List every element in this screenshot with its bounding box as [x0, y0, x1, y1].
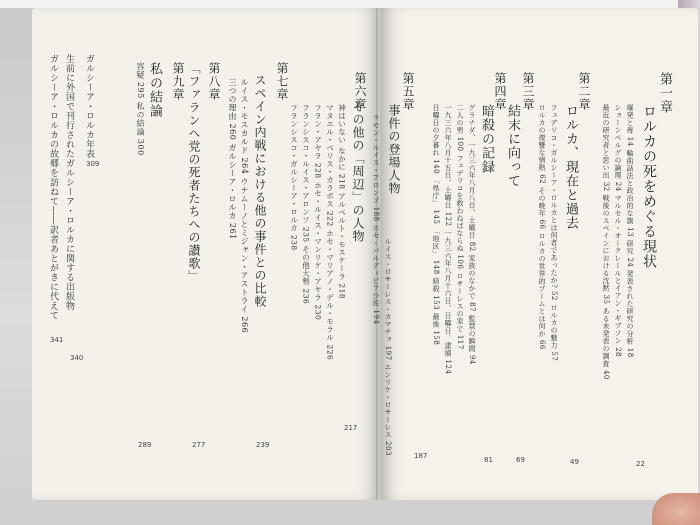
chapter-3-page: 69: [516, 456, 525, 464]
chapter-7-title: スペイン内戦における他の事件との比較: [253, 74, 267, 308]
chapter-1-entry-2: 最近の研究者と思い出 32 戦後のスペインにおける沈黙 35 ある未発表の調査 40: [602, 104, 610, 380]
chapter-1-entry-0: 爆発と毒 14 輪曲話法と政治的な旗 13 研究 24 発表された研究の分析 18: [626, 104, 634, 358]
chapter-7-entries-2: ルイス・モスカルド 264 ウナムーノとミジャン・アストライ 266: [240, 78, 249, 334]
back-entry-afterword-page: 341: [50, 336, 64, 344]
chapter-6-entry-2: フラン・アヤラ 228 ホセ・ルイス・マンリケ・アヤラ 230: [313, 104, 323, 321]
chapter-3-label: 第三章: [521, 72, 535, 111]
chapter-4-label: 第四章: [493, 72, 507, 111]
chapter-7-label: 第七章: [275, 62, 289, 101]
chapter-2-title: ロルカ、現在と過去: [563, 104, 578, 230]
chapter-3-title: 結末に向って: [505, 104, 520, 188]
chapter-6-title: その他の「周辺」の人物: [351, 100, 365, 243]
left-page: [32, 8, 380, 500]
chapter-7-entries: 三つの理由 260 ガルシーア・ロルカ 261: [228, 78, 237, 240]
chapter-5-title: 事件の登場人物: [387, 104, 401, 195]
chapter-6-label: 第六章: [353, 72, 367, 111]
chapter-5-page: 187: [414, 452, 428, 460]
back-entry-chronology: ガルシーア・ロルカ年表: [84, 54, 94, 159]
chapter-4-entry-1: 二人の男 100 フェデリコを救わねばならぬ 106 ロサーレスの家で 117: [456, 104, 464, 350]
chapter-5-label: 第五章: [401, 72, 415, 111]
chapter-8-label: 第八章: [207, 62, 221, 101]
chapter-4-page: 81: [484, 456, 493, 464]
chapter-4-entry-0: グラナダ、一九三六年八月八日、土曜日 82 家族のなかで 87 監禁の瞬間 94: [468, 104, 476, 365]
finger: [652, 493, 700, 525]
open-book: [18, 4, 684, 509]
chapter-6-entry-1: マヌエル・ベリス・カラボス 222 ホセ・マリアノ・デル・モラル 226: [325, 104, 335, 361]
chapter-9-label: 第九章: [171, 62, 185, 101]
chapter-9-entries: 容疑 295 私の結論 300: [136, 62, 145, 156]
back-entry-afterword: ガルシーア・ロルカの故郷を訪ねて――訳者あとがきに代えて: [48, 54, 58, 320]
chapter-8-title: 「ファランヘ党の死者たちへの讃歌」: [187, 62, 201, 283]
chapter-4-title: 暗殺の記録: [479, 104, 494, 174]
chapter-2-page: 49: [570, 458, 579, 466]
chapter-8-page: 277: [192, 441, 206, 449]
chapter-1-page: 22: [636, 460, 645, 468]
back-entry-publications: 生前に外国で刊行されたガルシーア・ロルカに関する出版物: [64, 54, 74, 311]
chapter-7-page: 239: [256, 441, 270, 449]
chapter-2-entry-1: ロルカの復讐な情熱 62 その晩年 66 ロルカの世界的ブームとは何か 66: [538, 104, 546, 350]
chapter-1-title: ロルカの死をめぐる現状: [641, 104, 657, 269]
chapter-9-title: 私の結論: [147, 62, 162, 118]
back-entry-chronology-page: 309: [86, 160, 100, 168]
chapter-5-entry-0: ラモン・ルイス・アロンソ 188 ホセ・バルディビア少佐 194: [372, 114, 380, 325]
chapter-4-entry-2: 一九三六年八月十五日、土曜日 122 一九三六年八月十六日、日曜日、逮捕 124: [444, 104, 452, 375]
chapter-9-page: 289: [138, 441, 152, 449]
chapter-6-page: 217: [344, 424, 358, 432]
chapter-1-label: 第一章: [657, 72, 672, 114]
chapter-6-entry-4: フランシスコ・ガルシーア・ロルカ 238: [289, 104, 299, 251]
chapter-5-entry-1: ルイス・ロサーレス・カマチョ 197 エンリケ・ロサーレス 203: [384, 238, 392, 456]
chapter-6-entry-0: 神はいない なかに 218 アルベルト・モスケーラ 218: [337, 104, 347, 300]
chapter-6-entry-3: フランシスコ・ルイス・アロンソ 235 その他大勢 236: [301, 104, 311, 305]
chapter-2-entry-0: フェデリコ・ガルシーア・ロルカとは何者であったか? 52 ロルカの魅力 57: [550, 104, 558, 362]
back-entry-publications-page: 340: [70, 354, 84, 362]
chapter-2-label: 第二章: [577, 72, 591, 111]
chapter-1-entry-1: ショーンベルグの論理 24 マルセル・オークレールとイアン・ギブソン 28: [614, 104, 622, 357]
right-page: [372, 8, 698, 500]
chapter-4-entry-3: 日曜日の夕暮れ 140 「県庁」 145 「地区」 148 暗殺 153 最後 158: [432, 104, 440, 346]
